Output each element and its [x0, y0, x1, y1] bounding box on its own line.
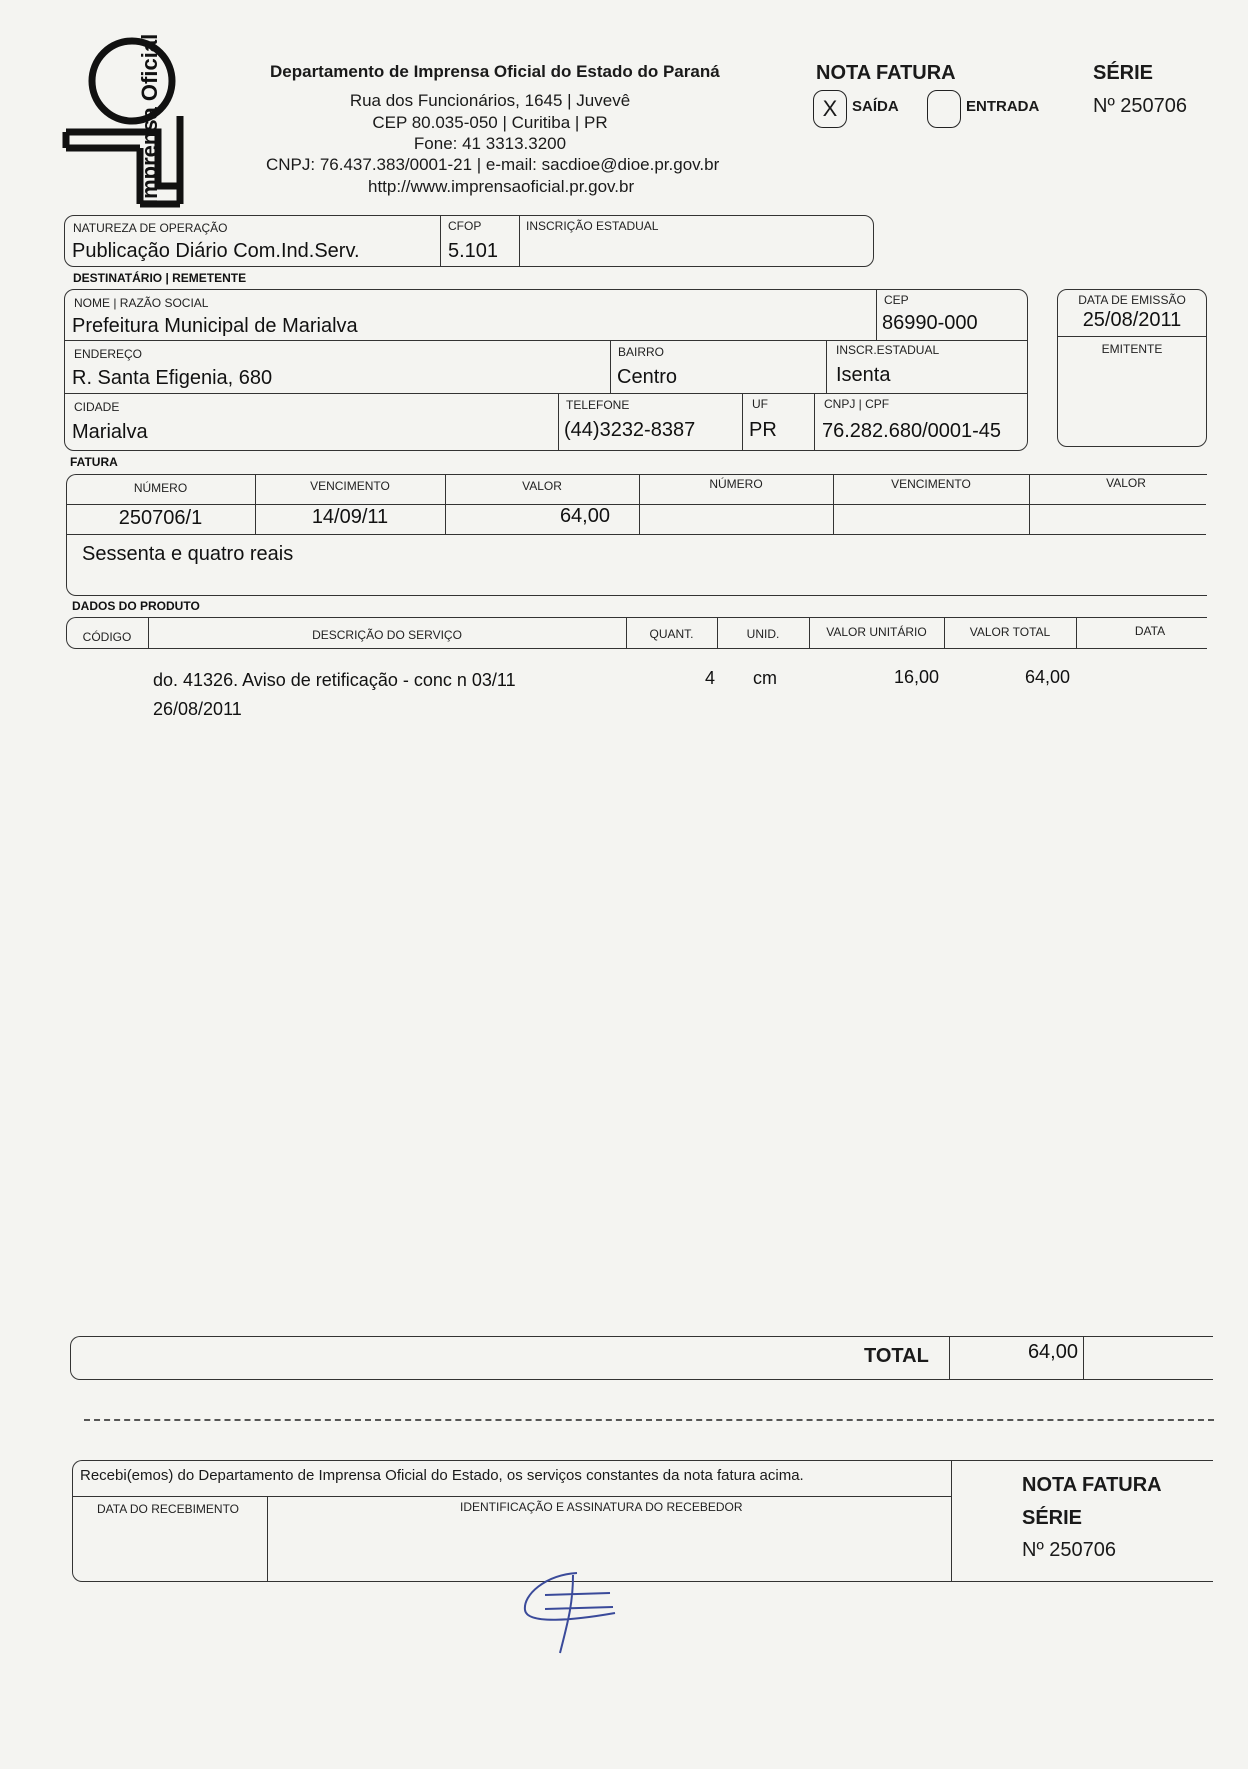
item-descricao: do. 41326. Aviso de retificação - conc n 03/11: [153, 670, 516, 690]
destinatario-section-label: DESTINATÁRIO | REMETENTE: [73, 271, 247, 285]
fatura-valor-value: 64,00: [559, 505, 610, 527]
invoice-number: Nº 250706: [1093, 95, 1188, 117]
col-codigo: CÓDIGO: [82, 630, 132, 644]
natureza-label: NATUREZA DE OPERAÇÃO: [73, 221, 228, 235]
item-valor-unitario: 16,00: [893, 667, 939, 687]
signature-icon: [515, 1565, 625, 1655]
emissao-date-label: DATA DE EMISSÃO: [1078, 293, 1186, 307]
fatura-vencimento-header: VENCIMENTO: [310, 479, 390, 493]
doc-title: NOTA FATURA: [816, 62, 956, 84]
fatura-extenso: Sessenta e quatro reais: [82, 543, 294, 565]
entrada-label: ENTRADA: [966, 98, 1040, 115]
cep-label: CEP: [884, 293, 909, 307]
emissao-date-value: 25/08/2011: [1082, 309, 1182, 331]
inscr-value: Isenta: [836, 364, 891, 386]
cnpj-email: CNPJ: 76.437.383/0001-21 | e-mail: sacdioe@dioe.pr.gov.br: [266, 155, 720, 174]
fatura-numero-header-2: NÚMERO: [709, 477, 763, 491]
address-line-1: Rua dos Funcionários, 1645 | Juvevê: [349, 91, 631, 110]
col-valor-unitario: VALOR UNITÁRIO: [826, 625, 927, 639]
saida-checkbox: X: [813, 90, 847, 128]
recibo-nf-serie: SÉRIE: [1022, 1507, 1083, 1529]
item-quant: 4: [704, 668, 715, 688]
col-descricao: DESCRIÇÃO DO SERVIÇO: [312, 628, 462, 642]
recibo-nf-numero: Nº 250706: [1022, 1539, 1117, 1561]
inscricao-label: INSCRIÇÃO ESTADUAL: [526, 219, 659, 233]
bairro-value: Centro: [617, 366, 678, 388]
department-name: Departamento de Imprensa Oficial do Estado do Paraná: [270, 62, 720, 81]
emitente-label: EMITENTE: [1101, 342, 1163, 356]
website: http://www.imprensaoficial.pr.gov.br: [368, 177, 635, 196]
assinatura-label: IDENTIFICAÇÃO E ASSINATURA DO RECEBEDOR: [460, 1500, 743, 1514]
fatura-numero-header: NÚMERO: [133, 481, 188, 495]
cidade-label: CIDADE: [74, 400, 120, 414]
total-value: 64,00: [1027, 1341, 1078, 1363]
fatura-valor-header: VALOR: [522, 479, 562, 493]
cnpj-label: CNPJ | CPF: [824, 397, 890, 411]
inscr-label: INSCR.ESTADUAL: [836, 343, 940, 357]
cidade-value: Marialva: [72, 421, 148, 443]
cep-value: 86990-000: [882, 312, 978, 334]
fatura-section-label: FATURA: [70, 455, 118, 469]
col-valor-total: VALOR TOTAL: [969, 625, 1051, 639]
nome-value: Prefeitura Municipal de Marialva: [72, 315, 358, 337]
saida-label: SAÍDA: [852, 98, 899, 115]
telefone-value: (44)3232-8387: [564, 419, 696, 441]
cfop-value: 5.101: [448, 240, 499, 262]
phone: Fone: 41 3313.3200: [413, 134, 567, 153]
uf-value: PR: [749, 419, 777, 441]
recibo-nf-title: NOTA FATURA: [1022, 1474, 1162, 1496]
uf-label: UF: [752, 397, 768, 411]
cfop-label: CFOP: [448, 219, 482, 233]
cnpj-value: 76.282.680/0001-45: [822, 420, 1002, 442]
bairro-label: BAIRRO: [618, 345, 665, 359]
nome-label: NOME | RAZÃO SOCIAL: [74, 296, 209, 310]
entrada-checkbox: [927, 90, 961, 128]
total-label: TOTAL: [864, 1345, 929, 1367]
item-unid: cm: [753, 668, 777, 688]
endereco-label: ENDEREÇO: [74, 347, 143, 361]
address-line-2: CEP 80.035-050 | Curitiba | PR: [372, 113, 608, 132]
fatura-vencimento-header-2: VENCIMENTO: [891, 477, 971, 491]
col-data: DATA: [1134, 624, 1166, 638]
logo-text: Imprensa Oficial: [137, 33, 162, 205]
fatura-numero-value: 250706/1: [118, 507, 203, 529]
endereco-value: R. Santa Efigenia, 680: [72, 367, 273, 389]
fatura-vencimento-value: 14/09/11: [311, 506, 389, 528]
item-descricao-date: 26/08/2011: [153, 699, 242, 719]
telefone-label: TELEFONE: [566, 398, 630, 412]
item-valor-total: 64,00: [1024, 667, 1070, 687]
col-quant: QUANT.: [649, 627, 694, 641]
data-recebimento-label: DATA DO RECEBIMENTO: [97, 1502, 240, 1516]
serie-label: SÉRIE: [1093, 62, 1154, 84]
fatura-valor-header-2: VALOR: [1106, 476, 1146, 490]
recibo-text: Recebi(emos) do Departamento de Imprensa Oficial do Estado, os serviços constantes da nota fatura acima.: [80, 1467, 804, 1484]
cut-line: [84, 1419, 1214, 1421]
produto-section-label: DADOS DO PRODUTO: [72, 599, 200, 613]
natureza-value: Publicação Diário Com.Ind.Serv.: [72, 240, 360, 262]
col-unid: UNID.: [746, 627, 780, 641]
